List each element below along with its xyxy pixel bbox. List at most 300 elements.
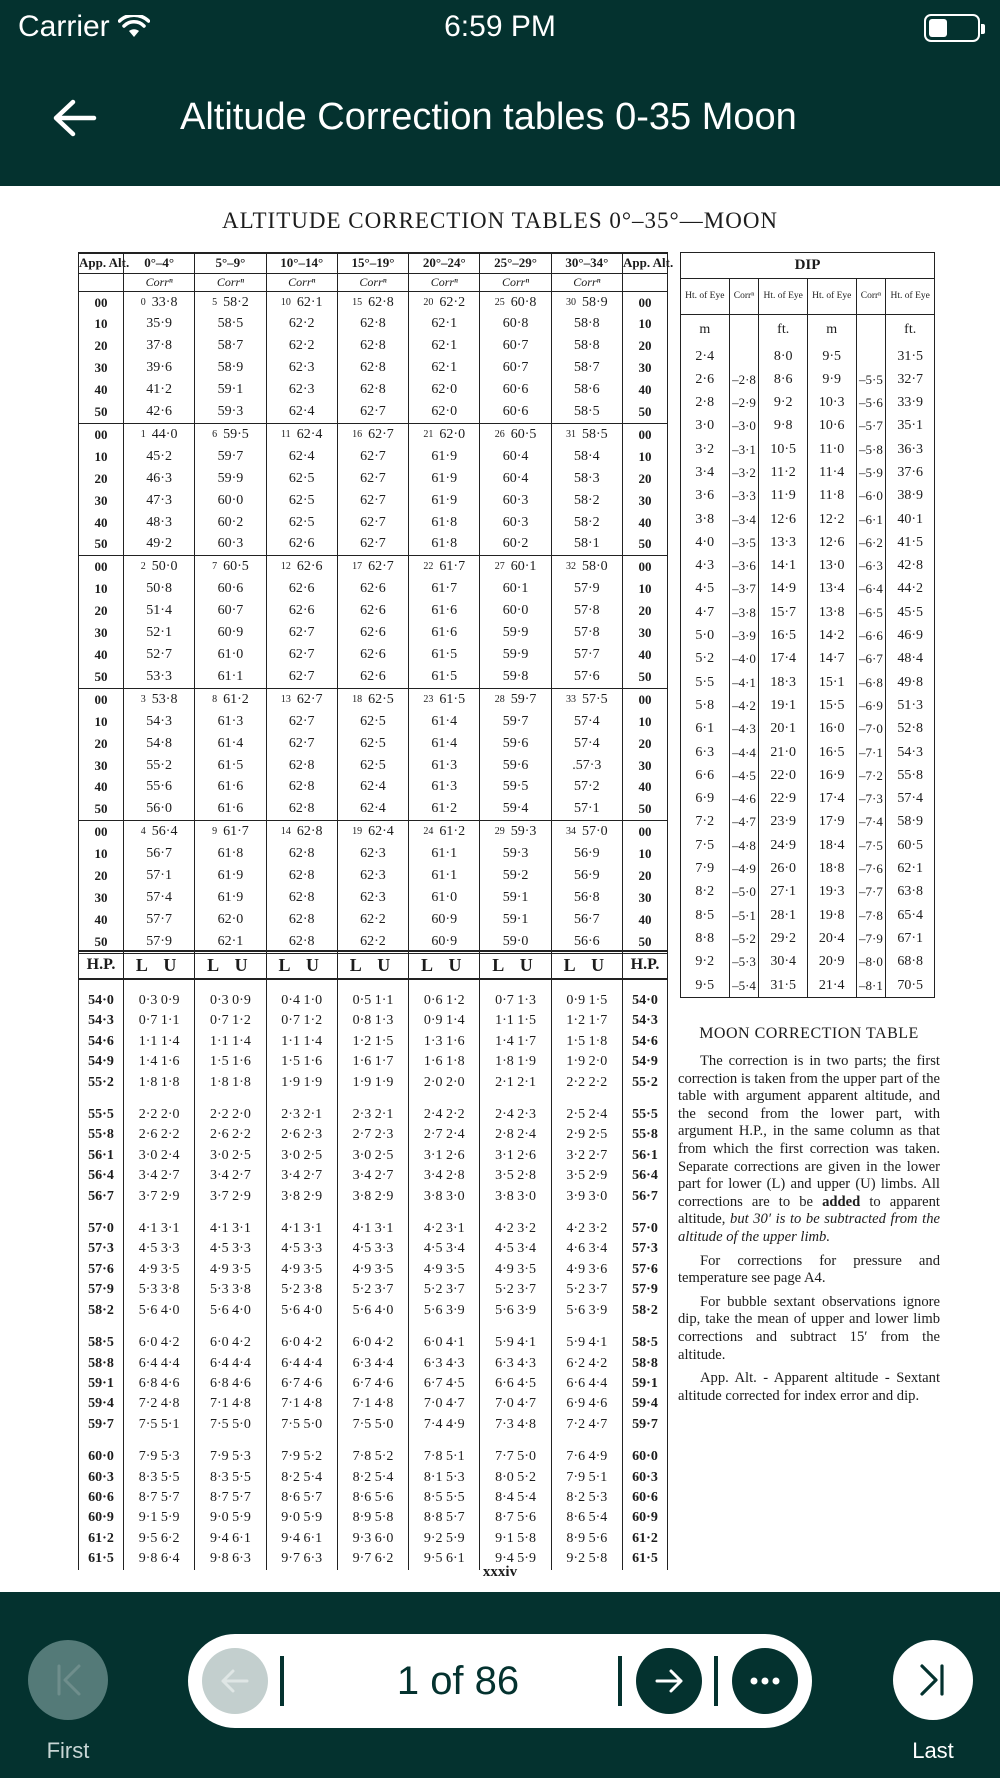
correction-value: 61·5 <box>439 691 466 707</box>
corr-header: Corrⁿ <box>551 273 622 291</box>
degree-marker: 3 <box>140 693 146 705</box>
correction-cell <box>551 688 622 710</box>
dip-height-cell: 31·5 <box>886 345 935 368</box>
correction-value: 58·8 <box>574 316 600 332</box>
dip-correction-cell: –6·0 <box>856 484 886 507</box>
lu-cell: 2·4 2·2 <box>409 1105 480 1125</box>
hp-row <box>79 1508 668 1528</box>
lu-cell: 7·5 5·1 <box>124 1415 195 1435</box>
lu-cell: 7·1 4·8 <box>337 1394 408 1414</box>
lu-cell: 4·5 3·3 <box>266 1239 337 1259</box>
lu-cell: 2·5 2·4 <box>551 1105 622 1125</box>
correction-value: 61·4 <box>431 713 458 729</box>
correction-value: 60·6 <box>217 581 244 597</box>
lu-cell: 7·9 5·3 <box>124 1447 195 1467</box>
dip-height-cell: 24·9 <box>759 834 808 857</box>
dip-row <box>681 764 935 787</box>
dip-correction-cell: –7·7 <box>856 880 886 903</box>
correction-cell <box>266 622 337 644</box>
dip-correction-cell: –4·2 <box>729 694 759 717</box>
dip-height-cell: 55·8 <box>886 764 935 787</box>
correction-value: 62·7 <box>360 514 386 530</box>
range-header: 30°–34° <box>551 253 622 273</box>
more-options-button[interactable] <box>732 1648 798 1714</box>
app-alt-cell: 20 <box>79 468 124 490</box>
correction-value: 50·8 <box>146 581 172 597</box>
app-alt-cell: 50 <box>623 401 668 423</box>
correction-value: 54·8 <box>146 735 172 751</box>
lu-cell: 3·0 2·4 <box>124 1146 195 1166</box>
correction-value: 60·0 <box>502 603 529 619</box>
app-alt-cell: 30 <box>623 357 668 379</box>
correction-value: 61·7 <box>223 824 249 840</box>
correction-cell <box>480 423 551 445</box>
lu-cell: 6·9 4·6 <box>551 1394 622 1414</box>
app-alt-cell: 40 <box>79 644 124 666</box>
degree-marker: 2 <box>140 561 146 573</box>
correction-cell <box>551 291 622 313</box>
dip-correction-cell: –5·3 <box>729 950 759 973</box>
hp-row <box>79 991 668 1011</box>
correction-value: 55·2 <box>146 757 172 773</box>
correction-cell <box>266 688 337 710</box>
hp-row <box>79 1301 668 1321</box>
correction-cell <box>337 578 408 600</box>
lu-cell: 5·2 3·7 <box>551 1280 622 1300</box>
degree-marker: 28 <box>494 693 505 705</box>
document-page[interactable] <box>0 186 1000 1592</box>
row-spacer <box>79 979 668 991</box>
lu-cell: 7·3 4·8 <box>480 1415 551 1435</box>
dip-height-cell: 4·3 <box>681 554 730 577</box>
altitude-row <box>79 644 668 666</box>
dip-height-cell: 21·0 <box>759 741 808 764</box>
top-app-bar <box>0 0 1000 186</box>
altitude-row <box>79 711 668 733</box>
correction-cell <box>409 291 480 313</box>
correction-cell <box>409 688 480 710</box>
dip-height-cell: 46·9 <box>886 624 935 647</box>
correction-value: 59·3 <box>502 846 529 862</box>
hp-cell: 54·6 <box>79 1032 124 1052</box>
correction-cell <box>480 733 551 755</box>
correction-cell <box>480 446 551 468</box>
lu-cell: 9·1 5·9 <box>124 1508 195 1528</box>
lu-cell: 9·3 6·0 <box>337 1529 408 1549</box>
lu-cell: 6·6 4·5 <box>480 1374 551 1394</box>
dip-correction-cell: –3·4 <box>729 508 759 531</box>
hp-cell: 58·2 <box>623 1301 668 1321</box>
hp-cell: 61·2 <box>79 1529 124 1549</box>
correction-cell <box>337 379 408 401</box>
dip-height-cell: 6·6 <box>681 764 730 787</box>
degree-marker: 4 <box>140 826 146 838</box>
lu-cell: 6·8 4·6 <box>195 1374 266 1394</box>
hp-row <box>79 1073 668 1093</box>
lu-cell: 9·2 5·8 <box>551 1549 622 1569</box>
degree-marker: 27 <box>494 561 505 573</box>
correction-cell <box>409 533 480 555</box>
dip-correction-cell: –6·8 <box>856 671 886 694</box>
correction-value: 60·7 <box>217 603 244 619</box>
correction-cell <box>551 335 622 357</box>
moon-correction-notes <box>678 1024 940 1405</box>
lu-cell: 6·4 4·4 <box>124 1354 195 1374</box>
correction-value: 61·4 <box>431 735 458 751</box>
dip-height-cell: 7·5 <box>681 834 730 857</box>
degree-marker: 30 <box>566 296 576 308</box>
dip-height-cell: 6·1 <box>681 717 730 740</box>
lu-cell: 1·1 1·4 <box>195 1032 266 1052</box>
correction-value: 57·2 <box>574 779 600 795</box>
altitude-row <box>79 401 668 423</box>
correction-value: 62·8 <box>288 868 315 884</box>
correction-value: 62·7 <box>360 536 386 552</box>
correction-value: 62·7 <box>360 492 386 508</box>
hp-cell: 54·6 <box>623 1032 668 1052</box>
correction-cell <box>124 776 195 798</box>
correction-value: 62·6 <box>360 625 386 641</box>
lu-cell: 1·2 1·7 <box>551 1011 622 1031</box>
correction-value: 57·0 <box>582 824 608 840</box>
lu-cell: 7·5 5·0 <box>337 1415 408 1435</box>
correction-cell <box>124 600 195 622</box>
correction-cell <box>551 798 622 820</box>
correction-value: 62·8 <box>360 360 386 376</box>
lu-cell: 1·5 1·6 <box>195 1052 266 1072</box>
lu-cell: 5·9 4·1 <box>551 1333 622 1353</box>
hp-row <box>79 1166 668 1186</box>
moon-correction-paragraph: App. Alt. - Apparent altitude - Sextant altitude corrected for index error and dip. <box>678 1370 940 1404</box>
lu-cell: 2·1 2·1 <box>480 1073 551 1093</box>
correction-value: 62·7 <box>360 448 386 464</box>
dip-height-cell: 16·5 <box>807 741 856 764</box>
lu-cell: 5·6 3·9 <box>409 1301 480 1321</box>
dip-row <box>681 391 935 414</box>
correction-value: 61·6 <box>431 625 458 641</box>
lu-cell: 0·7 1·3 <box>480 991 551 1011</box>
correction-value: 61·1 <box>217 668 244 684</box>
correction-value: 60·2 <box>502 536 529 552</box>
hp-cell: 54·9 <box>79 1052 124 1072</box>
correction-cell <box>551 401 622 423</box>
app-alt-cell: 10 <box>79 843 124 865</box>
correction-cell <box>266 711 337 733</box>
correction-cell <box>124 468 195 490</box>
correction-value: 56·4 <box>151 824 178 840</box>
correction-value: 62·6 <box>288 581 315 597</box>
lu-cell: 0·9 1·4 <box>409 1011 480 1031</box>
correction-cell <box>266 291 337 313</box>
lu-cell: 8·5 5·5 <box>409 1488 480 1508</box>
document-page-number: xxxiv <box>482 1564 518 1580</box>
correction-cell <box>551 733 622 755</box>
hp-row <box>79 1032 668 1052</box>
range-header: 25°–29° <box>480 253 551 273</box>
correction-cell <box>409 423 480 445</box>
altitude-row <box>79 446 668 468</box>
correction-cell <box>551 468 622 490</box>
app-alt-cell: 40 <box>623 909 668 931</box>
app-alt-cell: 50 <box>623 666 668 688</box>
lu-cell: 1·4 1·6 <box>124 1052 195 1072</box>
correction-cell <box>124 335 195 357</box>
lu-header: L U <box>337 951 408 979</box>
lu-cell: 7·5 5·0 <box>266 1415 337 1435</box>
dip-correction-cell: –3·1 <box>729 438 759 461</box>
lu-cell: 8·9 5·8 <box>337 1508 408 1528</box>
correction-cell <box>124 865 195 887</box>
corr-header: Corrⁿ <box>195 273 266 291</box>
lu-cell: 3·4 2·7 <box>124 1166 195 1186</box>
correction-value: 55·6 <box>146 779 172 795</box>
lu-cell: 1·3 1·6 <box>409 1032 480 1052</box>
hp-cell: 54·0 <box>79 991 124 1011</box>
correction-cell <box>124 313 195 335</box>
correction-cell <box>195 401 266 423</box>
correction-cell <box>551 357 622 379</box>
lu-cell: 9·2 5·9 <box>409 1529 480 1549</box>
correction-value: 62·2 <box>360 911 386 927</box>
correction-value: .57·3 <box>572 757 602 773</box>
dip-row <box>681 624 935 647</box>
correction-cell <box>124 688 195 710</box>
correction-cell <box>337 357 408 379</box>
dip-height-cell: 10·5 <box>759 438 808 461</box>
hp-cell: 58·5 <box>623 1333 668 1353</box>
correction-cell <box>266 313 337 335</box>
lu-cell: 9·5 6·1 <box>409 1549 480 1569</box>
correction-cell <box>409 600 480 622</box>
hp-cell: 57·9 <box>623 1280 668 1300</box>
lu-cell: 1·1 1·4 <box>266 1032 337 1052</box>
lu-cell: 7·1 4·8 <box>195 1394 266 1414</box>
correction-cell <box>337 335 408 357</box>
back-button[interactable] <box>44 88 104 148</box>
correction-value: 61·8 <box>217 846 244 862</box>
correction-value: 60·2 <box>217 514 244 530</box>
lu-cell: 8·7 5·7 <box>124 1488 195 1508</box>
correction-cell <box>266 600 337 622</box>
next-page-button[interactable] <box>636 1648 702 1714</box>
lu-cell: 0·7 1·2 <box>195 1011 266 1031</box>
lu-cell: 8·1 5·3 <box>409 1468 480 1488</box>
lu-cell: 4·2 3·1 <box>409 1219 480 1239</box>
correction-value: 48·3 <box>146 514 172 530</box>
dip-correction-cell: –6·5 <box>856 601 886 624</box>
app-alt-cell: 50 <box>623 798 668 820</box>
degree-marker: 25 <box>494 296 505 308</box>
app-alt-cell: 20 <box>623 733 668 755</box>
dip-row <box>681 484 935 507</box>
altitude-correction-table <box>78 252 674 954</box>
degree-marker: 33 <box>566 693 576 705</box>
correction-cell <box>195 423 266 445</box>
correction-value: 57·4 <box>574 713 600 729</box>
app-alt-cell: 50 <box>623 931 668 953</box>
dip-title: DIP <box>681 253 935 279</box>
app-alt-cell: 10 <box>79 711 124 733</box>
correction-cell <box>551 644 622 666</box>
lu-header: L U <box>124 951 195 979</box>
correction-value: 60·3 <box>502 492 529 508</box>
app-alt-cell: 20 <box>623 335 668 357</box>
corr-header: Corrⁿ <box>409 273 480 291</box>
dip-height-cell: 58·9 <box>886 810 935 833</box>
lu-cell: 6·7 4·6 <box>337 1374 408 1394</box>
dip-correction-cell: –4·3 <box>729 717 759 740</box>
correction-value: 62·7 <box>288 668 315 684</box>
correction-value: 59·9 <box>502 625 529 641</box>
dip-height-cell: 9·2 <box>681 950 730 973</box>
dip-row <box>681 950 935 973</box>
correction-value: 62·3 <box>360 889 386 905</box>
range-header: 20°–24° <box>409 253 480 273</box>
dip-height-cell: 12·6 <box>759 508 808 531</box>
app-alt-cell: 10 <box>623 843 668 865</box>
dip-correction-cell: –8·0 <box>856 950 886 973</box>
lu-cell: 7·9 5·3 <box>195 1447 266 1467</box>
app-alt-cell: 10 <box>623 313 668 335</box>
lu-cell: 7·9 5·1 <box>551 1468 622 1488</box>
dip-col-head: Ht. of Eye <box>886 279 935 315</box>
dip-unit <box>856 315 886 345</box>
degree-marker: 13 <box>280 693 291 705</box>
dip-row <box>681 461 935 484</box>
correction-value: 61·5 <box>431 647 458 662</box>
lu-cell: 4·6 3·4 <box>551 1239 622 1259</box>
correction-value: 35·9 <box>146 316 172 332</box>
correction-cell <box>409 644 480 666</box>
correction-cell <box>124 733 195 755</box>
app-alt-cell: 50 <box>79 931 124 953</box>
correction-cell <box>195 865 266 887</box>
correction-value: 61·7 <box>431 581 458 597</box>
dip-height-cell: 21·4 <box>807 974 856 998</box>
dip-height-cell: 37·6 <box>886 461 935 484</box>
dip-height-cell: 12·6 <box>807 531 856 554</box>
dip-height-cell: 42·8 <box>886 554 935 577</box>
lu-cell: 4·1 3·1 <box>195 1219 266 1239</box>
dip-height-cell: 4·7 <box>681 601 730 624</box>
correction-cell <box>124 843 195 865</box>
correction-cell <box>266 909 337 931</box>
correction-cell <box>409 843 480 865</box>
app-alt-cell: 00 <box>79 688 124 710</box>
last-page-button[interactable] <box>893 1640 973 1720</box>
correction-cell <box>480 357 551 379</box>
dip-correction-cell: –3·0 <box>729 414 759 437</box>
correction-cell <box>337 798 408 820</box>
correction-cell <box>409 446 480 468</box>
correction-value: 59·6 <box>502 735 529 751</box>
correction-value: 60·5 <box>223 559 249 575</box>
dip-row <box>681 554 935 577</box>
correction-value: 62·0 <box>439 426 466 442</box>
lu-cell: 3·2 2·7 <box>551 1146 622 1166</box>
correction-cell <box>195 821 266 843</box>
dip-height-cell: 19·8 <box>807 904 856 927</box>
correction-cell <box>409 313 480 335</box>
dip-height-cell: 15·5 <box>807 694 856 717</box>
correction-value: 62·7 <box>360 470 386 486</box>
first-page-button[interactable] <box>28 1640 108 1720</box>
correction-value: 59·7 <box>502 713 529 729</box>
correction-cell <box>551 379 622 401</box>
dip-height-cell: 14·7 <box>807 647 856 670</box>
lu-cell: 5·3 3·8 <box>124 1280 195 1300</box>
lu-cell: 3·4 2·7 <box>266 1166 337 1186</box>
previous-page-button[interactable] <box>202 1648 268 1714</box>
moon-correction-heading: MOON CORRECTION TABLE <box>699 1025 919 1042</box>
altitude-row <box>79 909 668 931</box>
dip-correction-cell: –4·6 <box>729 787 759 810</box>
altitude-row <box>79 291 668 313</box>
hp-cell: 55·5 <box>79 1105 124 1125</box>
dip-height-cell: 31·5 <box>759 974 808 998</box>
altitude-row <box>79 578 668 600</box>
lu-cell: 4·2 3·2 <box>480 1219 551 1239</box>
dip-height-cell: 14·1 <box>759 554 808 577</box>
correction-value: 61·0 <box>217 647 244 662</box>
correction-cell <box>337 423 408 445</box>
correction-cell <box>551 600 622 622</box>
dip-height-cell: 9·9 <box>807 368 856 391</box>
dip-height-cell: 33·9 <box>886 391 935 414</box>
correction-cell <box>124 755 195 777</box>
correction-value: 60·7 <box>502 360 529 376</box>
dip-height-cell: 8·8 <box>681 927 730 950</box>
hp-cell: 57·6 <box>623 1260 668 1280</box>
lu-cell: 2·3 2·1 <box>266 1105 337 1125</box>
correction-cell <box>124 401 195 423</box>
correction-cell <box>409 622 480 644</box>
lu-cell: 8·6 5·7 <box>266 1488 337 1508</box>
dip-row <box>681 741 935 764</box>
correction-value: 61·8 <box>431 536 458 552</box>
app-alt-cell: 30 <box>623 755 668 777</box>
dip-correction-cell: –3·2 <box>729 461 759 484</box>
correction-value: 62·8 <box>288 933 315 949</box>
lu-cell: 3·0 2·5 <box>266 1146 337 1166</box>
degree-marker: 20 <box>423 296 434 308</box>
lu-cell: 8·4 5·4 <box>480 1488 551 1508</box>
corr-header: Corrⁿ <box>337 273 408 291</box>
degree-marker: 26 <box>494 428 505 440</box>
dip-unit <box>729 315 759 345</box>
correction-cell <box>195 335 266 357</box>
altitude-row <box>79 556 668 578</box>
hp-cell: 57·9 <box>79 1280 124 1300</box>
dip-height-cell: 17·4 <box>759 647 808 670</box>
lu-header: L U <box>551 951 622 979</box>
correction-cell <box>337 313 408 335</box>
lu-cell: 7·6 4·9 <box>551 1447 622 1467</box>
correction-value: 60·3 <box>217 536 244 552</box>
lu-cell: 6·4 4·4 <box>195 1354 266 1374</box>
correction-value: 57·9 <box>574 581 600 597</box>
correction-cell <box>409 909 480 931</box>
correction-value: 37·8 <box>146 338 172 354</box>
correction-cell <box>337 291 408 313</box>
correction-cell <box>551 313 622 335</box>
correction-cell <box>409 755 480 777</box>
degree-marker: 32 <box>566 561 576 573</box>
correction-cell <box>124 711 195 733</box>
correction-cell <box>337 776 408 798</box>
dip-height-cell: 65·4 <box>886 904 935 927</box>
hp-cell: 59·7 <box>79 1415 124 1435</box>
